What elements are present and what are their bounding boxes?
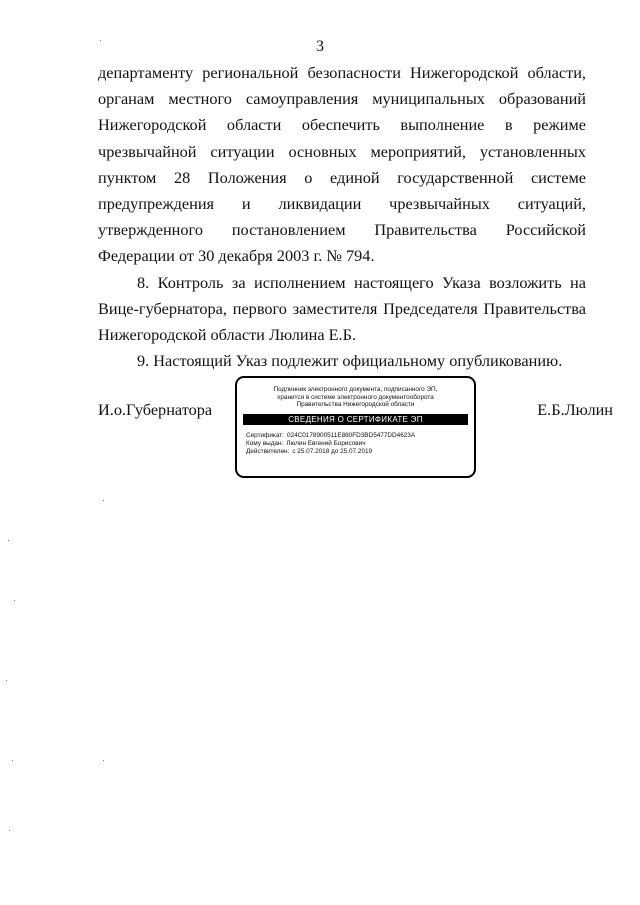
- signature-block: [0, 376, 640, 486]
- paragraph-8: 8. Контроль за исполнением настоящего Указа возложить на Вице-губернатора, первого заместителя Председателя Правительства Нижегородской области Люлина Е.Б.: [98, 272, 586, 345]
- validity-line: [246, 448, 466, 456]
- scan-speck: [103, 500, 104, 501]
- scan-speck: [100, 40, 101, 41]
- page-number: 3: [316, 38, 324, 55]
- electronic-signature-stamp: [235, 376, 476, 478]
- scan-speck: [9, 830, 10, 831]
- validity-label: Действителен:: [246, 447, 290, 455]
- scan-speck: [14, 600, 15, 601]
- stamp-header: СВЕДЕНИЯ О СЕРТИФИКАТЕ ЭП: [243, 414, 468, 425]
- certificate-line: [246, 432, 466, 440]
- stamp-notice-line: Правительства Нижегородской области: [296, 401, 415, 409]
- paragraph-9: 9. Настоящий Указ подлежит официальному опубликованию.: [137, 351, 563, 371]
- certificate-value: 024C0178900511E880FD3BD5477DD4623A: [286, 431, 416, 439]
- scan-speck: [12, 760, 13, 761]
- stamp-notice: [243, 386, 468, 409]
- scan-speck: [6, 680, 7, 681]
- issued-to-label: Кому выдан:: [246, 439, 284, 447]
- stamp-details: [246, 432, 466, 456]
- signer-name: Е.Б.Люлин: [537, 400, 613, 419]
- signer-title: И.о.Губернатора: [98, 400, 213, 419]
- scan-speck: [103, 760, 104, 761]
- document-body: [98, 60, 586, 374]
- scan-speck: [8, 540, 9, 541]
- paragraph-7-continuation: департаменту региональной безопасности Нижегородской области, органам местного самоуправления муниципальных образований Нижегородской области обеспечить выполнение в режиме чрезвычайной ситуации основных мероприятий, установленных пунктом 28 Положения о единой государственной системе предупреждения и ликвидации чрезвычайных ситуаций, утвержденного постановлением Правительства Российской Федерации от 30 декабря 2003 г. № 794.: [98, 63, 586, 266]
- stamp-notice-line: хранится в системе электронного документооборота: [277, 393, 434, 401]
- validity-value: с 25.07.2018 до 25.07.2019: [292, 447, 373, 455]
- issued-to-value: Люлин Евгений Борисович: [286, 439, 366, 447]
- stamp-notice-line: Подлинник электронного документа, подписанного ЭП,: [273, 386, 438, 393]
- certificate-label: Сертификат:: [246, 431, 284, 439]
- issued-to-line: [246, 440, 466, 448]
